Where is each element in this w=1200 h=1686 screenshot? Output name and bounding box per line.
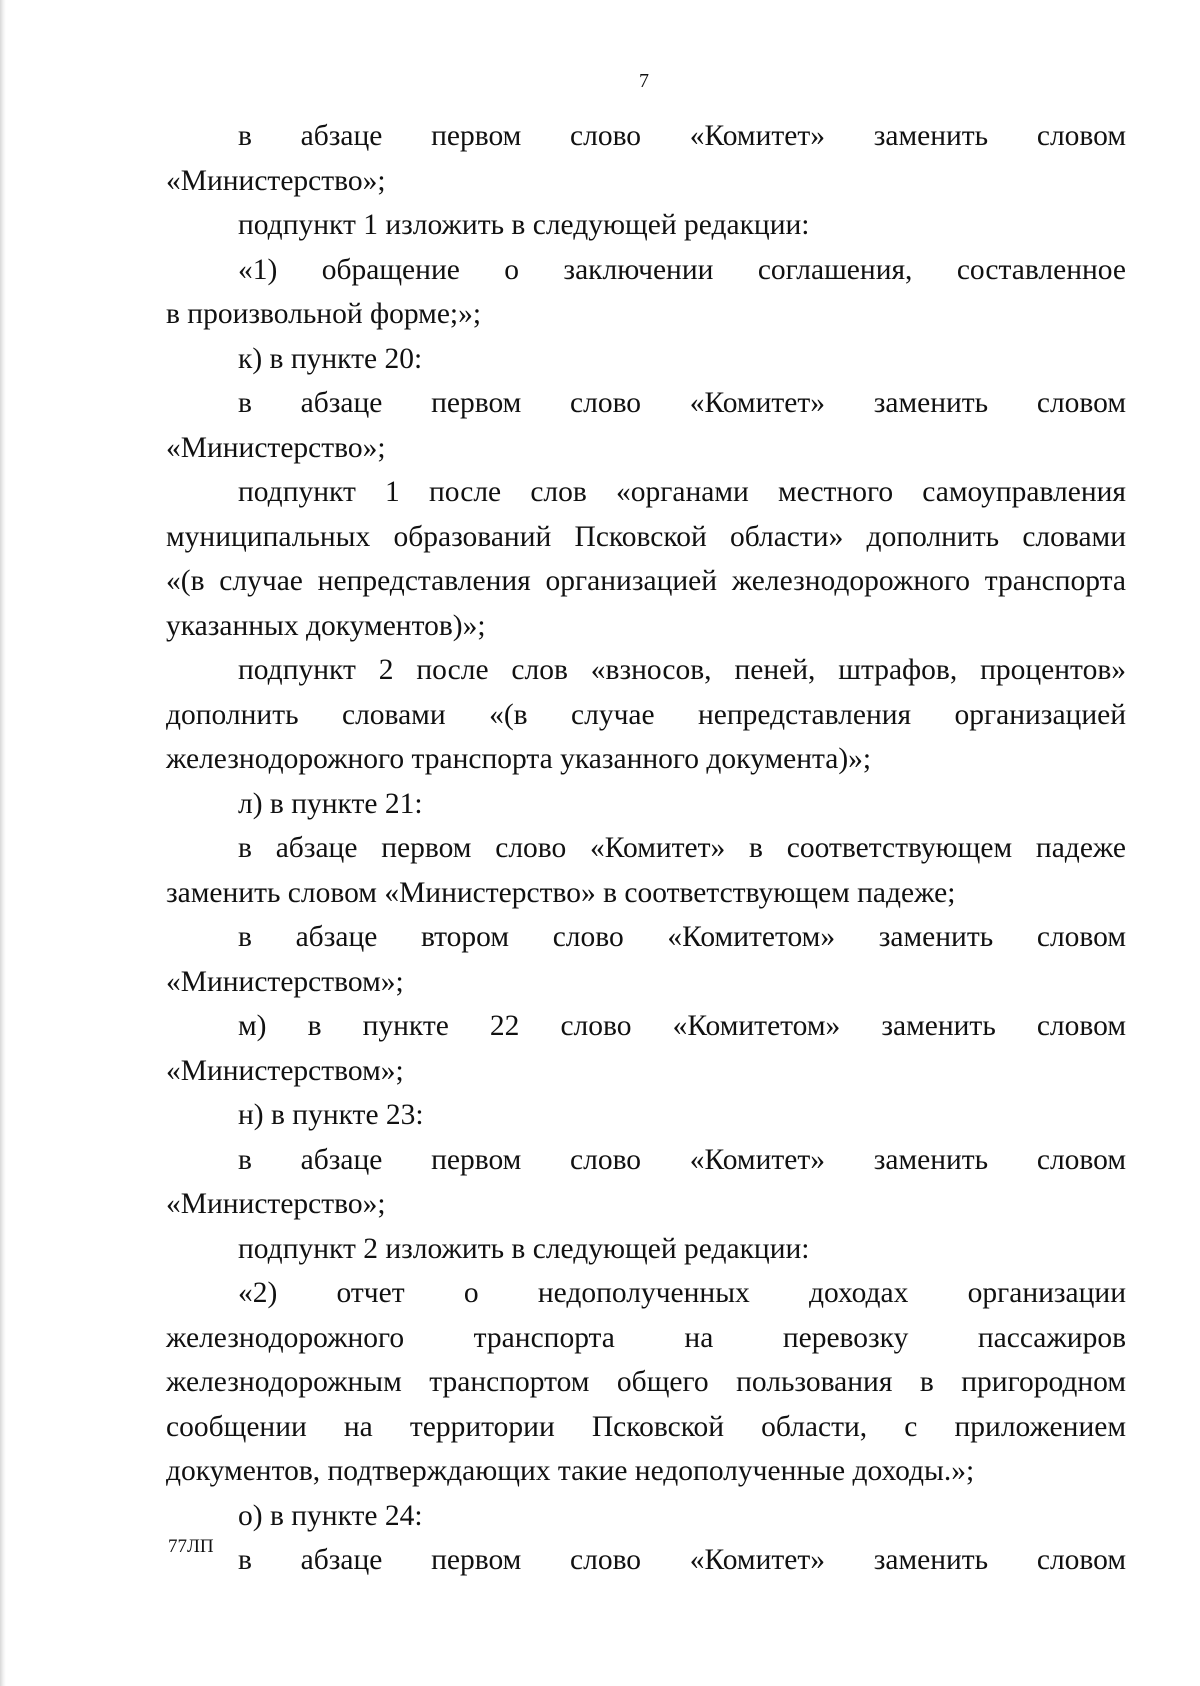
text-line: в абзаце первом слово «Комитет» заменить словом xyxy=(238,387,1126,419)
document-code: 77ЛП xyxy=(168,1536,214,1557)
text-line: железнодорожным транспортом общего пользования в пригородном xyxy=(166,1366,1126,1398)
paragraph-continuation xyxy=(166,1049,1126,1094)
text-line: в абзаце первом слово «Комитет» заменить словом xyxy=(238,1544,1126,1576)
text-line: сообщении на территории Псковской области, с приложением xyxy=(166,1410,1126,1443)
text-line: в абзаце первом слово «Комитет» заменить словом xyxy=(238,120,1126,152)
text-line: м) в пункте 22 слово «Комитетом» заменить словом xyxy=(238,1010,1126,1042)
text-line: к) в пункте 20: xyxy=(238,342,423,375)
text-line: в абзаце первом слово «Комитет» заменить словом xyxy=(238,1143,1126,1176)
paragraph-continuation xyxy=(166,871,1126,916)
paragraph-abzac-second xyxy=(166,915,1126,960)
text-line: дополнить словами «(в случае непредставления организацией xyxy=(166,698,1126,731)
paragraph-continuation xyxy=(166,1316,1126,1494)
text-line: «Министерство»; xyxy=(166,164,386,197)
paragraph-podpunkt-2-after-words xyxy=(166,648,1126,693)
text-line: подпункт 1 изложить в следующей редакции: xyxy=(238,209,810,241)
text-line: железнодорожного транспорта на перевозку пассажиров xyxy=(166,1321,1126,1354)
text-line: о) в пункте 24: xyxy=(238,1499,423,1532)
paragraph-abzac-1 xyxy=(166,114,1126,159)
paragraph-quote-2 xyxy=(166,1271,1126,1316)
text-line: заменить словом «Министерство» в соответствующем падеже; xyxy=(166,876,956,909)
text-line: «Министерством»; xyxy=(166,1054,404,1087)
document-body xyxy=(166,114,1126,1583)
text-line: в произвольной форме;»; xyxy=(166,298,482,330)
text-line: «1) обращение о заключении соглашения, составленное xyxy=(238,253,1126,286)
paragraph-podpunkt-1 xyxy=(166,203,1126,248)
text-line: железнодорожного транспорта указанного документа)»; xyxy=(166,743,872,775)
text-line: в абзаце втором слово «Комитетом» заменить словом xyxy=(238,921,1126,953)
text-line: подпункт 2 изложить в следующей редакции: xyxy=(238,1232,810,1265)
paragraph-continuation xyxy=(166,960,1126,1005)
paragraph-item-k xyxy=(166,337,1126,382)
text-line: документов, подтверждающих такие недополученные доходы.»; xyxy=(166,1455,975,1487)
text-line: указанных документов)»; xyxy=(166,609,486,642)
paragraph-abzac-2 xyxy=(166,381,1126,426)
scan-edge-shadow xyxy=(0,0,6,1686)
paragraph-abzac-4 xyxy=(166,1138,1126,1183)
text-line: в абзаце первом слово «Комитет» в соответствующем падеже xyxy=(238,832,1126,864)
paragraph-abzac-3 xyxy=(166,826,1126,871)
text-line: «Министерство»; xyxy=(166,1188,386,1220)
text-line: «2) отчет о недополученных доходах организации xyxy=(238,1277,1126,1309)
text-line: «Министерство»; xyxy=(166,431,386,464)
paragraph-podpunkt-1-after-words xyxy=(166,470,1126,515)
text-line: н) в пункте 23: xyxy=(238,1099,424,1131)
text-line: «Министерством»; xyxy=(166,965,404,998)
paragraph-continuation xyxy=(166,292,1126,337)
text-line: л) в пункте 21: xyxy=(238,787,423,820)
paragraph-continuation xyxy=(166,1182,1126,1227)
paragraph-continuation xyxy=(166,693,1126,782)
paragraph-item-o xyxy=(166,1494,1126,1539)
paragraph-abzac-5 xyxy=(166,1538,1126,1583)
page-number: 7 xyxy=(639,70,649,92)
paragraph-continuation xyxy=(166,426,1126,471)
text-line: подпункт 2 после слов «взносов, пеней, штрафов, процентов» xyxy=(238,654,1126,686)
text-line: муниципальных образований Псковской области» дополнить словами xyxy=(166,520,1126,553)
paragraph-continuation xyxy=(166,159,1126,204)
paragraph-item-n xyxy=(166,1093,1126,1138)
text-line: подпункт 1 после слов «органами местного самоуправления xyxy=(238,476,1126,508)
paragraph-item-m xyxy=(166,1004,1126,1049)
paragraph-podpunkt-2 xyxy=(166,1227,1126,1272)
paragraph-item-l xyxy=(166,782,1126,827)
paragraph-quote-1 xyxy=(166,248,1126,293)
paragraph-continuation xyxy=(166,515,1126,649)
text-line: «(в случае непредставления организацией железнодорожного транспорта xyxy=(166,565,1126,597)
